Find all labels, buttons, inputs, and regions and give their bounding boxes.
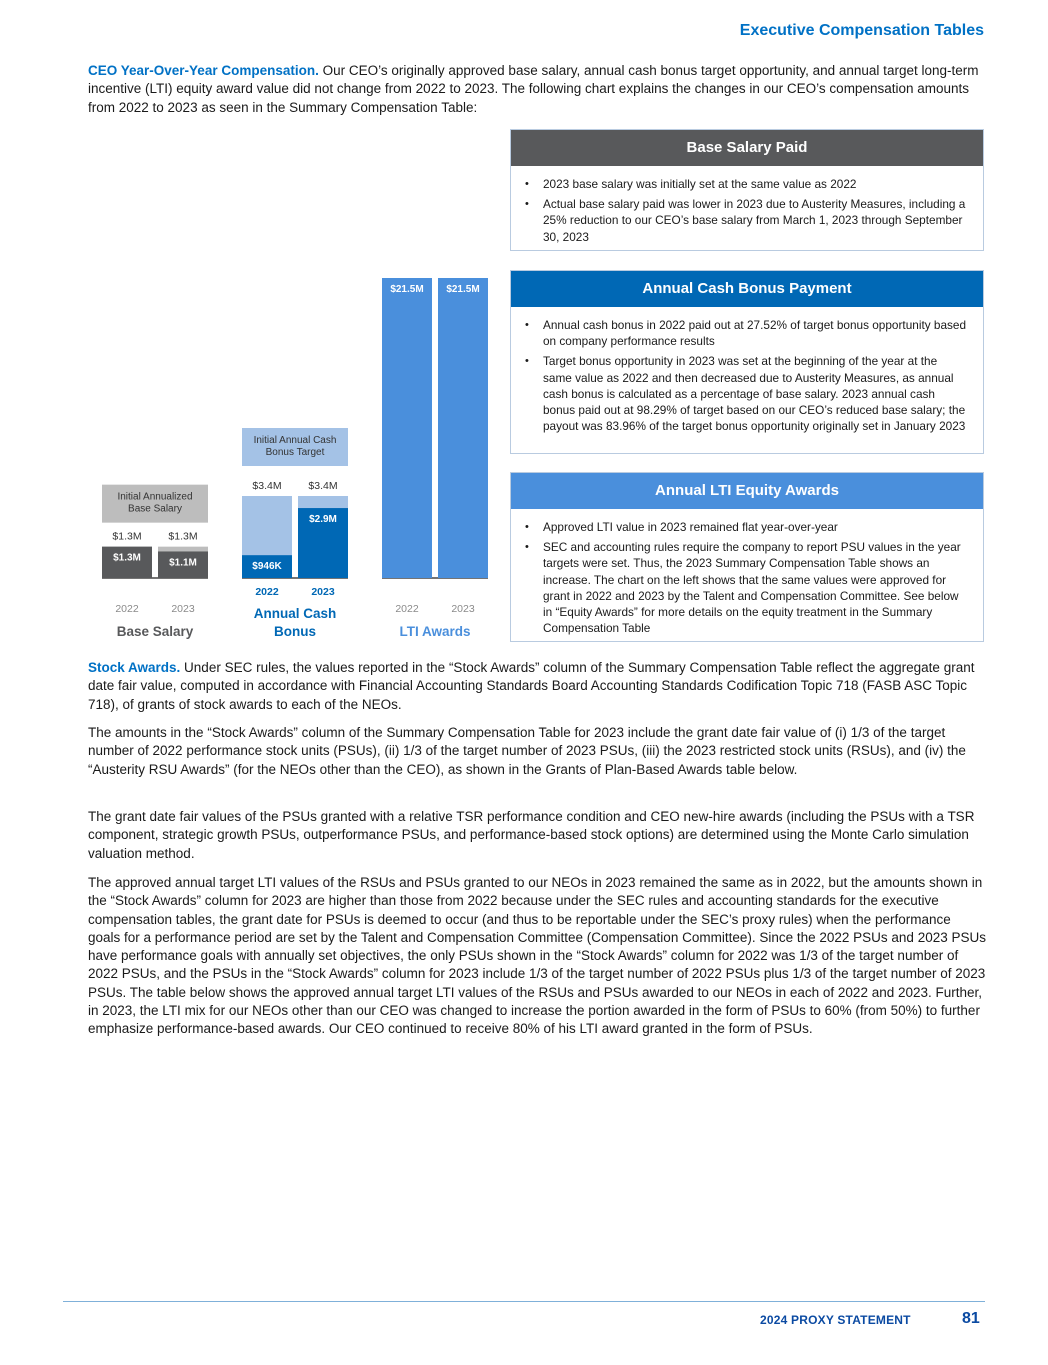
intro-text: Our CEO’s originally approved base salary, annual cash bonus target opportunity, and annual target long-term incentive (LTI) equity award value did not change from 2022 to 2023. The following chart explains the changes in our CEO’s compensation amounts from 2022 to 2023 as seen in the Summary Compensation Table: xyxy=(88,63,979,115)
paid-label: $1.3M xyxy=(113,552,141,564)
base-salary-bullets xyxy=(541,176,969,245)
paid-bar xyxy=(382,278,432,578)
lti-box xyxy=(510,472,984,642)
group-label: Base Salary xyxy=(116,624,194,639)
year-tick-label: 2022 xyxy=(255,586,279,598)
bullet-item: • 2023 base salary was initially set at the same value as 2022 xyxy=(543,176,969,192)
year-tick-label: 2022 xyxy=(395,603,419,615)
paid-label: $1.1M xyxy=(169,557,197,569)
paragraph-psu-amounts: The amounts in the “Stock Awards” column of the Summary Compensation Table for 2023 include the grant date fair value of (i) 1/3 of the target number of 2022 performance stock units (PSUs), (ii) 1/3 of the target number of 2023 PSUs, (iii) the 2023 restricted stock units (RSUs), and (iv) the “Austerity RSU Awards” (for the NEOs other than the CEO), as shown in the Grants of Plan-Based Awards table below. xyxy=(88,725,966,777)
bullet-item: • Approved LTI value in 2023 remained flat year-over-year xyxy=(543,519,969,535)
cash-bonus-box xyxy=(510,270,984,454)
group-label: Bonus xyxy=(274,624,316,639)
stock-awards-paragraph xyxy=(88,659,986,714)
paid-label: $946K xyxy=(252,561,282,573)
intro-lead: CEO Year-Over-Year Compensation. xyxy=(88,63,319,78)
annotation-text: Bonus Target xyxy=(265,447,325,458)
group-label: Annual Cash xyxy=(253,606,337,621)
cash-bonus-box-title: Annual Cash Bonus Payment xyxy=(511,271,983,307)
paragraph-lti-values: The approved annual target LTI values of the RSUs and PSUs granted to our NEOs in 2023 remained the same as in 2022, but the amounts shown in the “Stock Awards” column for 2023 are higher than those from 2022 because under the SEC rules and accounting standards for the executive compensation tables, the grant date for PSUs is deemed to occur (and thus to be reportable under the SEC’s proxy rules) when the performance goals for a performance period are set by the Talent and Compensation Committee (Compensation Committee). Since the 2022 PSUs and 2023 PSUs have performance goals with annually set objectives, the only PSUs shown in the “Stock Awards” column for 2022 was 1/3 of the target number of 2022 PSUs, and the PSUs in the “Stock Awards” column for 2023 include 1/3 of the target number of 2022 PSUs plus 1/3 of the target number of 2023 PSUs. The table below shows the approved annual target LTI values of the RSUs and PSUs awarded to our NEOs in each of 2022 and 2023. Further, in 2023, the LTI mix for our NEOs other than our CEO was changed to increase the portion awarded in the form of PSUs to 60% (from 50%) to further emphasize performance-based awards. Our CEO continued to receive 80% of his LTI award granted in the form of PSUs. xyxy=(88,875,986,1037)
year-tick-label: 2023 xyxy=(451,603,475,615)
lti-box-title: Annual LTI Equity Awards xyxy=(511,473,983,509)
group-label: LTI Awards xyxy=(399,624,471,639)
annotation-text: Initial Annualized xyxy=(117,491,193,503)
year-tick-label: 2023 xyxy=(311,586,335,598)
page-number: 81 xyxy=(962,1310,980,1327)
lti-bullets xyxy=(541,519,969,636)
base-salary-box-title: Base Salary Paid xyxy=(511,130,983,166)
footer-divider xyxy=(63,1301,985,1302)
footer-label: 2024 PROXY STATEMENT xyxy=(760,1313,911,1327)
bullet-item: • Annual cash bonus in 2022 paid out at 27.52% of target bonus opportunity based on company performance results xyxy=(543,317,969,349)
paid-label: $21.5M xyxy=(390,284,424,295)
target-label: $1.3M xyxy=(168,530,198,543)
annotation-text: Initial Annual Cash xyxy=(253,435,337,446)
year-tick-label: 2023 xyxy=(171,603,195,615)
intro-paragraph xyxy=(88,62,986,117)
target-label: $3.4M xyxy=(308,480,338,492)
bullet-item: • Target bonus opportunity in 2023 was set at the beginning of the year at the same value as 2022 and then decreased due to Austerity Measures, as annual cash bonus is calculated as a percentage of base salary. 2023 annual cash bonus paid out at 98.29% of target based on our CEO’s reduced base salary; the payout was 83.96% of the target bonus opportunity originally set in January 2023 xyxy=(543,353,969,434)
stock-awards-lead: Stock Awards. xyxy=(88,660,181,675)
section-title: Executive Compensation Tables xyxy=(739,22,984,39)
bullet-item: • SEC and accounting rules require the company to report PSU values in the year targets were set. Thus, the 2023 Summary Compensation Table shows an increase. The chart on the left shows that the same values were approved for grant in 2022 and 2023 by the Talent and Compensation Committee. See below in “Equity Awards” for more details on the equity treatment in the Summary Compensation Table xyxy=(543,539,969,636)
year-tick-label: 2022 xyxy=(115,603,139,615)
compensation-chart xyxy=(88,260,498,650)
target-label: $3.4M xyxy=(252,480,282,492)
cash-bonus-bullets xyxy=(541,317,969,434)
paragraph-monte-carlo: The grant date fair values of the PSUs granted with a relative TSR performance condition and CEO new-hire awards (including the PSUs with a TSR component, strategic growth PSUs, outperformance PSUs, and performance-based stock options) are determined using the Monte Carlo simulation valuation method. xyxy=(88,809,975,861)
target-label: $1.3M xyxy=(112,530,142,543)
paid-label: $21.5M xyxy=(446,284,480,295)
paid-bar xyxy=(438,278,488,578)
bullet-item: • Actual base salary paid was lower in 2023 due to Austerity Measures, including a 25% reduction to our CEO’s base salary from March 1, 2023 through September 30, 2023 xyxy=(543,196,969,245)
stock-awards-text: Under SEC rules, the values reported in the “Stock Awards” column of the Summary Compensation Table reflect the aggregate grant date fair value, computed in accordance with Financial Accounting Standards Board Accounting Standards Codification Topic 718 (FASB ASC Topic 718), of grants of stock awards to each of the NEOs. xyxy=(88,660,975,712)
paid-label: $2.9M xyxy=(309,514,337,526)
base-salary-box xyxy=(510,129,984,251)
annotation-text: Base Salary xyxy=(128,503,182,515)
